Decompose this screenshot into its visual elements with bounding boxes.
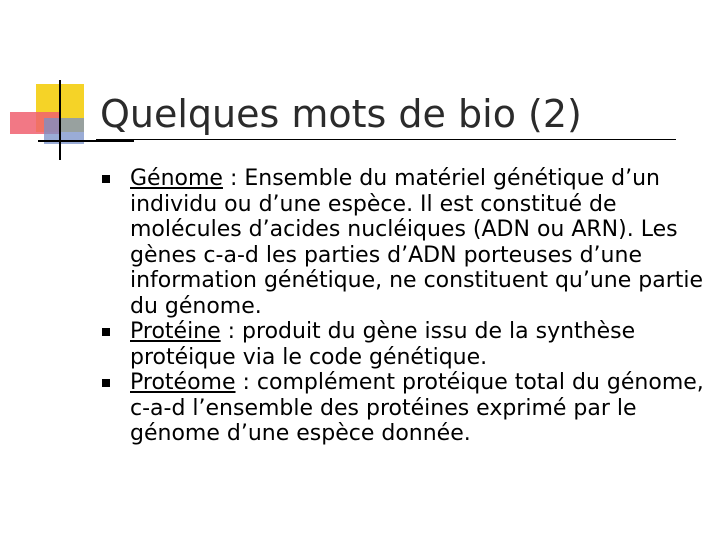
term-genome: Génome (130, 166, 223, 191)
bullet-item-proteome (96, 370, 706, 447)
bullet-square-icon (102, 328, 110, 336)
definition-proteome: : complément protéique total du génome, c-a-d l’ensemble des protéines exprimé par le génome d’une espèce donnée. (130, 370, 704, 446)
term-proteome: Protéome (130, 370, 236, 395)
bullet-list (96, 166, 706, 447)
definition-genome: : Ensemble du matériel génétique d’un individu ou d’une espèce. Il est constitué de molécules d’acides nucléiques (ADN ou ARN). Les gènes c-a-d les parties d’ADN porteuses d’une information génétique, ne constituent qu’une partie du génome. (130, 166, 704, 319)
slide-title: Quelques mots de bio (2) (100, 92, 582, 136)
title-underline (96, 139, 676, 140)
term-proteine: Protéine (130, 319, 221, 344)
bullet-square-icon (102, 175, 110, 183)
decor-vertical-line (59, 80, 61, 160)
decor-horizontal-line (38, 140, 134, 142)
definition-proteine: : produit du gène issu de la synthèse protéique via le code génétique. (130, 319, 636, 370)
bullet-item-proteine (96, 319, 706, 370)
bullet-square-icon (102, 379, 110, 387)
bullet-item-genome (96, 166, 706, 319)
